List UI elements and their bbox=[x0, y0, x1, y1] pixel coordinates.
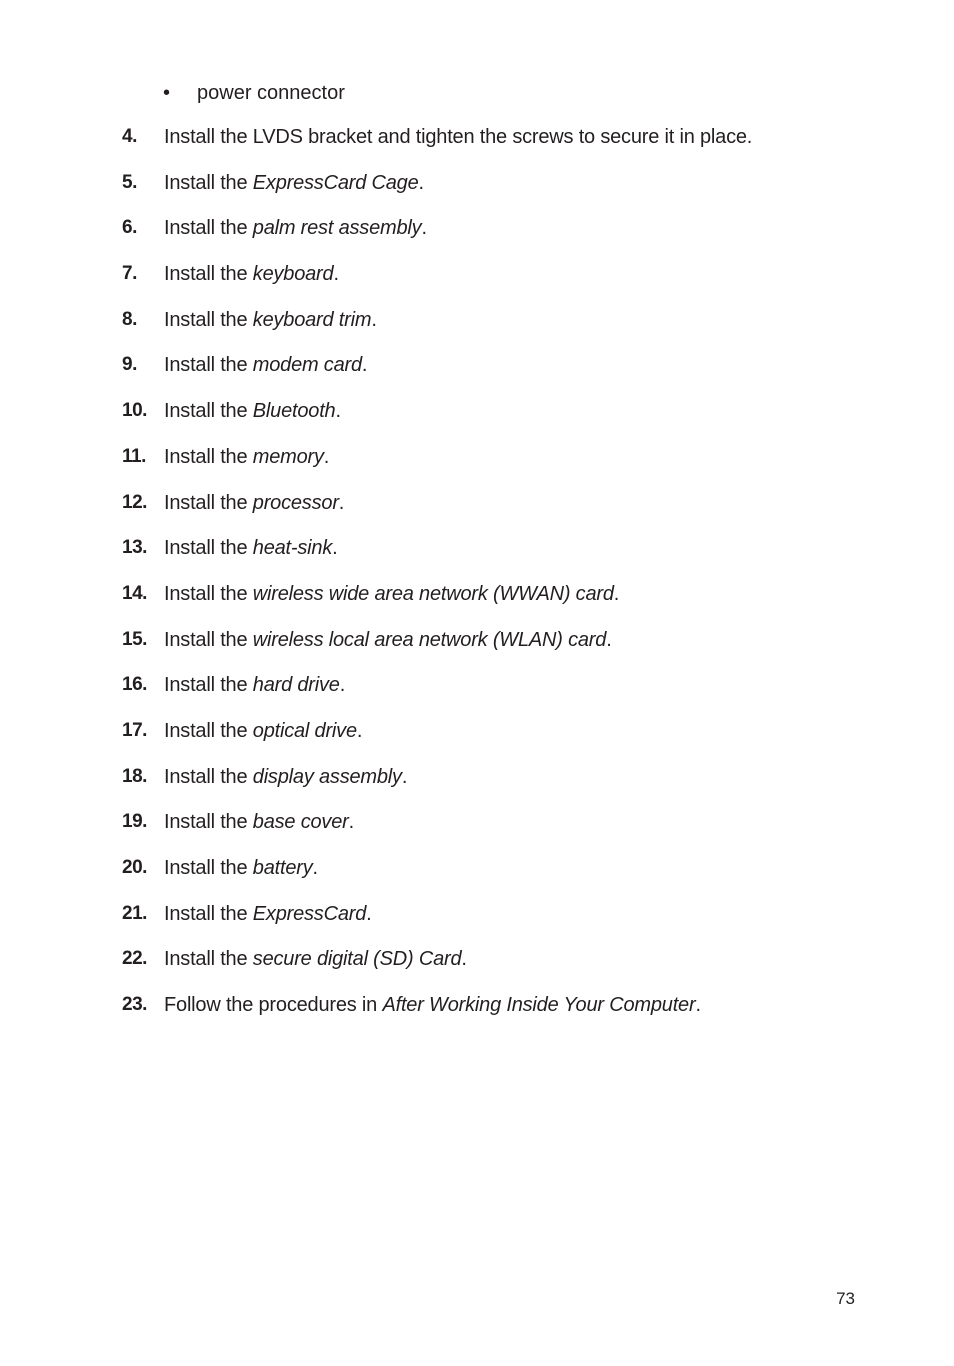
step-text: Install the display assembly. bbox=[164, 765, 408, 788]
step-item bbox=[122, 581, 752, 627]
step-emphasis: battery bbox=[252, 857, 313, 879]
step-item bbox=[122, 261, 752, 307]
step-text: Install the heat-sink. bbox=[164, 537, 338, 560]
step-emphasis: display assembly bbox=[252, 765, 402, 788]
step-number: 14. bbox=[122, 582, 147, 604]
step-emphasis: optical drive bbox=[252, 719, 357, 742]
step-number: 19. bbox=[122, 811, 147, 833]
step-number: 12. bbox=[122, 491, 147, 513]
step-emphasis: keyboard trim bbox=[252, 308, 372, 331]
step-text: Install the base cover. bbox=[164, 811, 354, 834]
step-emphasis: keyboard bbox=[252, 263, 334, 286]
step-text: Install the secure digital (SD) Card. bbox=[164, 948, 467, 971]
step-text: Install the optical drive. bbox=[164, 719, 363, 742]
step-emphasis: ExpressCard Cage bbox=[252, 171, 419, 194]
step-emphasis: wireless local area network (WLAN) card bbox=[252, 628, 607, 651]
step-number: 7. bbox=[122, 263, 137, 285]
step-number: 18. bbox=[122, 765, 147, 787]
step-item bbox=[122, 124, 752, 170]
step-number: 8. bbox=[122, 308, 137, 330]
step-item bbox=[122, 398, 752, 444]
step-text: Install the processor. bbox=[164, 491, 345, 514]
step-text: Install the modem card. bbox=[164, 354, 368, 377]
step-number: 17. bbox=[122, 719, 147, 741]
step-text: Install the hard drive. bbox=[164, 674, 346, 697]
step-emphasis: ExpressCard bbox=[252, 902, 367, 925]
step-text: Install the keyboard. bbox=[164, 263, 339, 286]
step-item bbox=[122, 535, 752, 581]
step-text: Install the ExpressCard. bbox=[164, 902, 372, 925]
step-number: 13. bbox=[122, 537, 147, 559]
step-text: Install the wireless wide area network (WWAN) card. bbox=[164, 582, 620, 605]
step-item bbox=[122, 672, 752, 718]
step-item bbox=[122, 170, 752, 216]
step-emphasis: secure digital (SD) Card bbox=[252, 948, 462, 971]
step-number: 6. bbox=[122, 217, 137, 239]
step-number: 16. bbox=[122, 674, 147, 696]
step-number: 15. bbox=[122, 628, 147, 650]
step-emphasis: heat-sink bbox=[252, 537, 333, 560]
step-emphasis: Bluetooth bbox=[252, 400, 336, 423]
step-item bbox=[122, 627, 752, 673]
step-emphasis: modem card bbox=[252, 354, 362, 377]
step-number: 4. bbox=[122, 126, 137, 147]
step-text: Install the memory. bbox=[164, 445, 330, 468]
step-item bbox=[122, 946, 752, 992]
step-text: Install the palm rest assembly. bbox=[164, 217, 427, 240]
step-emphasis: base cover bbox=[252, 811, 349, 834]
step-text: Install the LVDS bracket and tighten the screws to secure it in place. bbox=[164, 126, 753, 148]
step-emphasis: hard drive bbox=[252, 674, 340, 697]
steps-list bbox=[122, 124, 752, 1038]
step-text: Install the keyboard trim. bbox=[164, 308, 377, 331]
step-emphasis: wireless wide area network (WWAN) card bbox=[252, 582, 614, 605]
bullet-item bbox=[163, 80, 345, 106]
step-item bbox=[122, 809, 752, 855]
step-item bbox=[122, 718, 752, 764]
step-item bbox=[122, 215, 752, 261]
step-text: Install the battery. bbox=[164, 857, 318, 879]
step-number: 21. bbox=[122, 902, 147, 924]
step-text: Install the Bluetooth. bbox=[164, 400, 341, 423]
step-number: 11. bbox=[122, 445, 146, 467]
step-number: 9. bbox=[122, 354, 137, 376]
step-item bbox=[122, 352, 752, 398]
step-number: 5. bbox=[122, 171, 137, 193]
step-text: Install the wireless local area network (WLAN) card. bbox=[164, 628, 612, 651]
step-emphasis: palm rest assembly bbox=[252, 217, 422, 240]
step-item bbox=[122, 992, 752, 1038]
page-number: 73 bbox=[836, 1289, 855, 1308]
step-item bbox=[122, 764, 752, 810]
step-emphasis: memory bbox=[252, 445, 324, 468]
bullet-text: power connector bbox=[197, 82, 345, 104]
step-item bbox=[122, 307, 752, 353]
step-text: Install the ExpressCard Cage. bbox=[164, 171, 424, 194]
bullet-icon: • bbox=[163, 82, 171, 104]
step-number: 20. bbox=[122, 857, 147, 878]
step-item bbox=[122, 855, 752, 901]
step-item bbox=[122, 444, 752, 490]
step-text: Follow the procedures in After Working Inside Your Computer. bbox=[164, 994, 701, 1017]
step-item bbox=[122, 490, 752, 536]
step-emphasis: processor bbox=[252, 491, 339, 514]
step-emphasis: After Working Inside Your Computer bbox=[382, 994, 696, 1017]
step-item bbox=[122, 901, 752, 947]
step-number: 22. bbox=[122, 948, 147, 970]
step-number: 23. bbox=[122, 994, 147, 1016]
step-number: 10. bbox=[122, 400, 147, 422]
